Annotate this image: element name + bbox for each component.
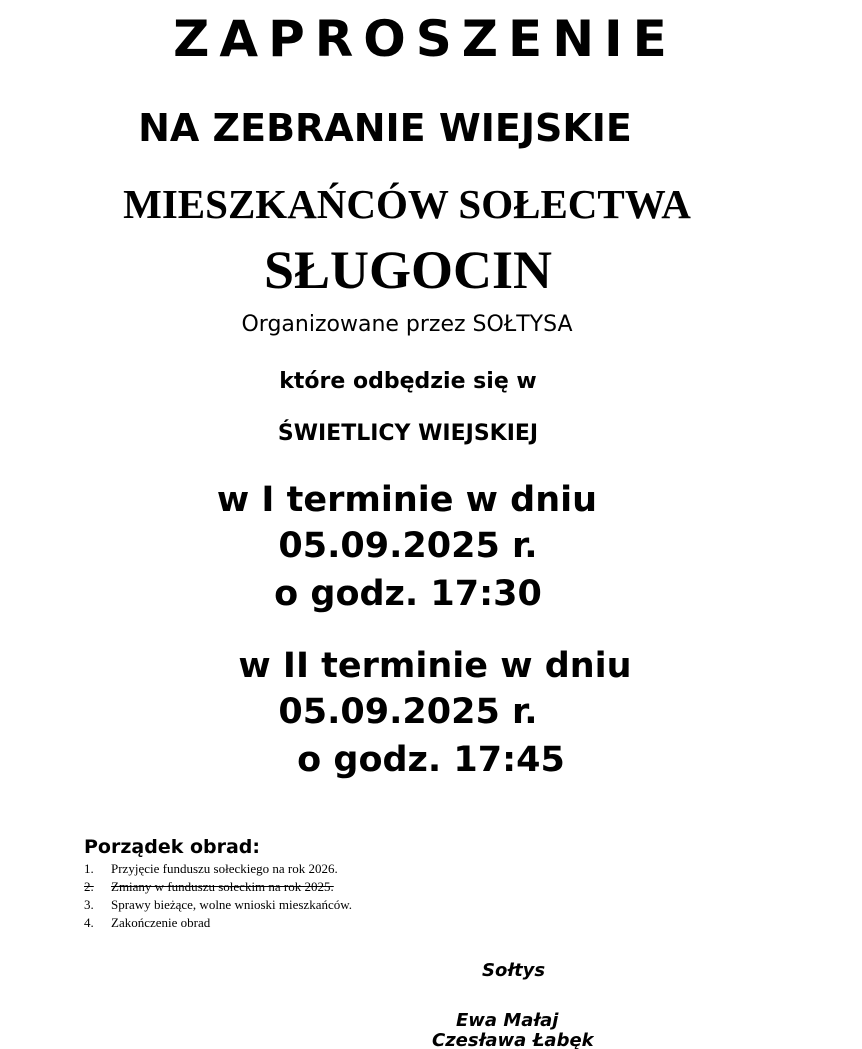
first-term-time: o godz. 17:30 (274, 574, 542, 614)
agenda-item (84, 878, 352, 896)
location-name: ŚWIETLICY WIEJSKIEJ (277, 421, 539, 446)
agenda-item (84, 914, 352, 932)
agenda-item (84, 860, 352, 878)
village-name: SŁUGOCIN (263, 240, 553, 300)
agenda-section (84, 834, 352, 932)
agenda-item-number: 3. (84, 897, 94, 912)
agenda-item-text: Sprawy bieżące, wolne wnioski mieszkańców. (111, 897, 353, 912)
location-intro: które odbędzie się w (279, 369, 537, 394)
agenda-title: Porządek obrad: (84, 836, 261, 858)
agenda-list (84, 860, 352, 932)
document-title: ZAPROSZENIE (173, 10, 677, 68)
agenda-item (84, 896, 352, 914)
agenda-item-text: Zakończenie obrad (111, 915, 211, 930)
organizer-line: Organizowane przez SOŁTYSA (241, 312, 573, 337)
second-term-time: o godz. 17:45 (297, 740, 565, 780)
residents-heading: MIESZKAŃCÓW SOŁECTWA (123, 181, 691, 227)
first-term-date: 05.09.2025 r. (278, 526, 538, 566)
agenda-item-text: Zmiany w funduszu sołeckim na rok 2025. (111, 879, 334, 894)
first-term-label: w I terminie w dniu (216, 480, 598, 520)
signature-role: Sołtys (482, 960, 546, 981)
second-term-date: 05.09.2025 r. (278, 692, 538, 732)
agenda-item-number: 1. (84, 861, 94, 876)
second-term-label: w II terminie w dniu (238, 646, 632, 686)
agenda-item-text: Przyjęcie funduszu sołeckiego na rok 2026. (111, 861, 338, 876)
meeting-type-heading: NA ZEBRANIE WIEJSKIE (138, 106, 632, 150)
signature-overlapped-name: Czesława Łabęk (432, 1030, 594, 1049)
agenda-item-number: 4. (84, 915, 94, 930)
agenda-item-number: 2. (84, 879, 94, 894)
signature-name: Ewa Małaj (456, 1010, 559, 1031)
